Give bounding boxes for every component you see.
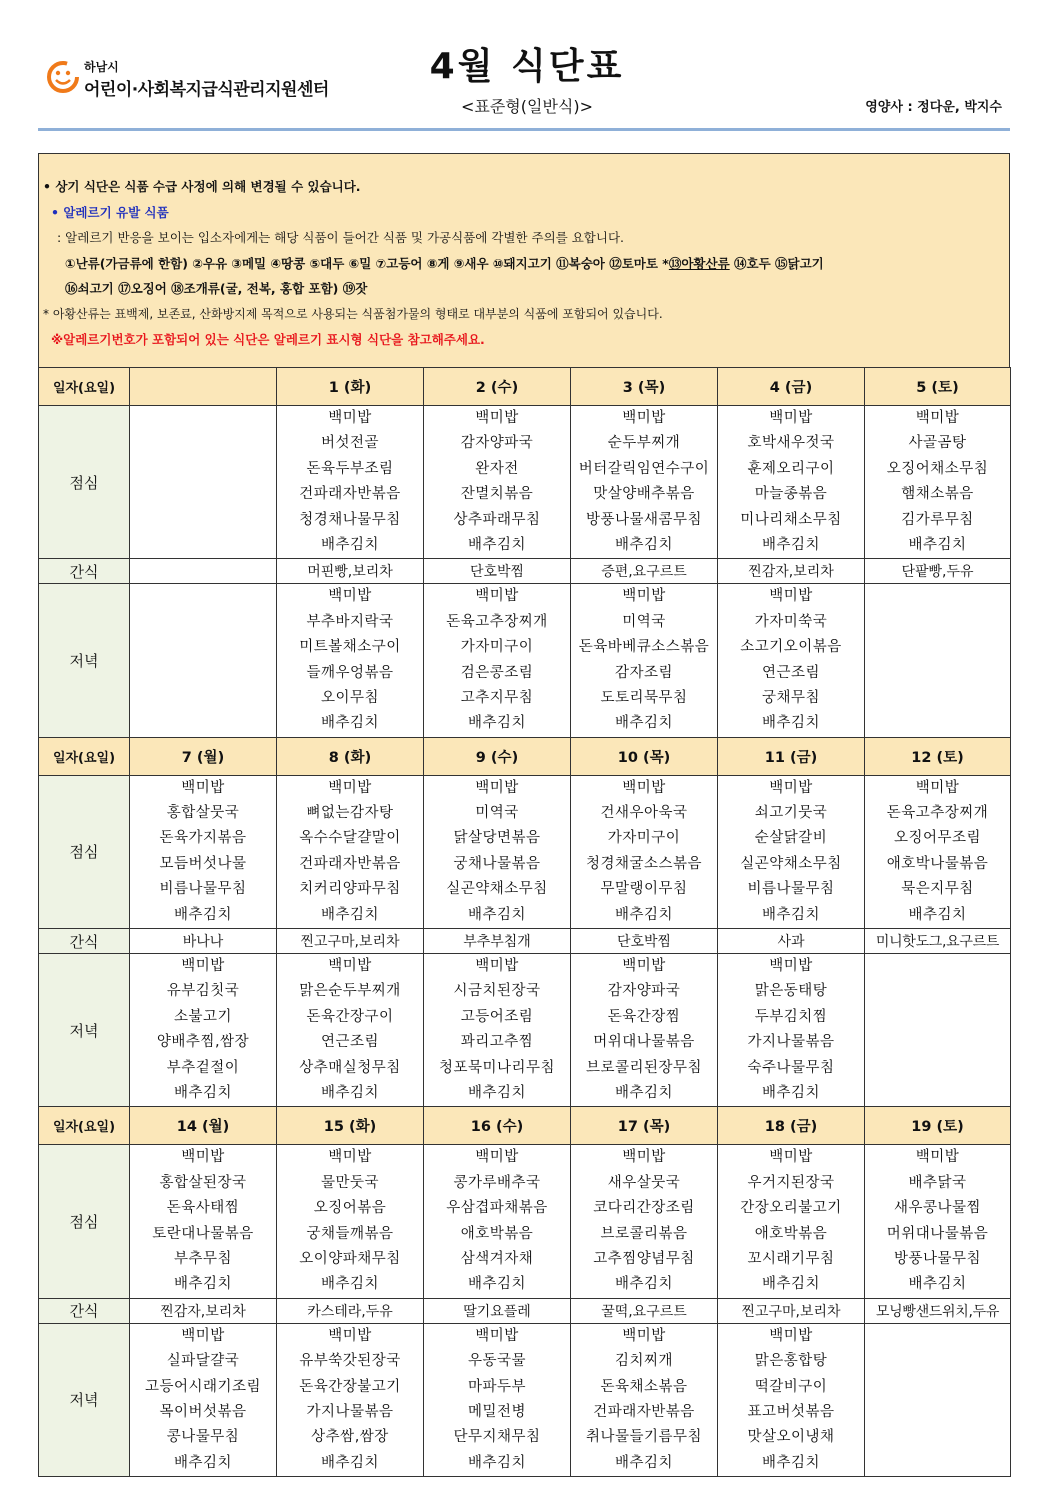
snack-row bbox=[39, 1298, 1011, 1323]
day-header: 1 (화) bbox=[277, 368, 424, 406]
snack-cell: 부추부침개 bbox=[424, 929, 571, 954]
menu-item: 청경채나물무침 bbox=[299, 511, 401, 528]
menu-item: 목이버섯볶음 bbox=[159, 1403, 247, 1420]
snack-cell bbox=[130, 559, 277, 584]
menu-item: 배추김치 bbox=[908, 906, 967, 923]
snack-cell: 모닝빵샌드위치,두유 bbox=[865, 1298, 1011, 1323]
day-header bbox=[130, 368, 277, 406]
menu-item: 맛살양배추볶음 bbox=[593, 486, 695, 503]
menu-item: 부추무침 bbox=[173, 1250, 233, 1267]
menu-item: 애호박볶음 bbox=[460, 1225, 534, 1242]
menu-item: 치커리양파무침 bbox=[299, 881, 401, 898]
menu-item: 백미밥 bbox=[915, 1149, 960, 1166]
day-header: 8 (화) bbox=[277, 737, 424, 775]
menu-item: 백미밥 bbox=[915, 779, 960, 796]
menu-item: 우삼겹파채볶음 bbox=[446, 1200, 548, 1217]
menu-item: 맑은동태탕 bbox=[754, 983, 828, 1000]
menu-item: 새우살뭇국 bbox=[607, 1174, 681, 1191]
menu-item: 배추김치 bbox=[614, 1454, 674, 1471]
week-header-row bbox=[39, 368, 1011, 406]
notice-allergy-heading: • 알레르기 유발 식품 bbox=[51, 204, 169, 220]
menu-item: 뼈없는감자탕 bbox=[306, 805, 394, 822]
menu-item: 오징어무조림 bbox=[893, 830, 982, 847]
lunch-cell bbox=[718, 1145, 865, 1298]
menu-item: 쇠고기뭇국 bbox=[754, 805, 828, 822]
lunch-label: 점심 bbox=[39, 406, 130, 559]
menu-item: 돈육채소볶음 bbox=[600, 1378, 688, 1395]
menu-item: 꽈리고추찜 bbox=[460, 1034, 534, 1051]
lunch-cell bbox=[571, 406, 718, 559]
snack-cell: 단호박찜 bbox=[424, 559, 571, 584]
menu-item: 궁채무침 bbox=[761, 689, 821, 706]
menu-item: 닭살당면볶음 bbox=[453, 830, 541, 847]
lunch-cell bbox=[718, 775, 865, 928]
menu-item: 돈육두부조림 bbox=[306, 460, 394, 477]
menu-item: 배추김치 bbox=[173, 1454, 233, 1471]
menu-item: 백미밥 bbox=[475, 1149, 519, 1166]
menu-item: 배추김치 bbox=[761, 1276, 821, 1293]
snack-cell: 딸기요플레 bbox=[424, 1298, 571, 1323]
menu-item: 상추매실청무침 bbox=[299, 1059, 401, 1076]
menu-item: 배추김치 bbox=[761, 715, 821, 732]
menu-item: 오이양파채무침 bbox=[299, 1250, 401, 1267]
menu-item: 백미밥 bbox=[475, 588, 519, 605]
notice-sulfite-note: * 아황산류는 표백제, 보존료, 산화방지제 목적으로 사용되는 식품첨가물의 형태로 대부분의 식품에 포함되어 있습니다. bbox=[43, 306, 663, 321]
day-header: 9 (수) bbox=[424, 737, 571, 775]
menu-item: 돈육가지볶음 bbox=[159, 830, 247, 847]
snack-cell: 단호박찜 bbox=[571, 929, 718, 954]
menu-item: 떡갈비구이 bbox=[754, 1378, 828, 1395]
lunch-cell bbox=[571, 1145, 718, 1298]
menu-item: 소고기오이볶음 bbox=[740, 639, 842, 656]
lunch-cell bbox=[718, 406, 865, 559]
dinner-cell bbox=[277, 954, 424, 1107]
day-header: 11 (금) bbox=[718, 737, 865, 775]
lunch-cell bbox=[424, 1145, 571, 1298]
snack-label: 간식 bbox=[39, 1298, 130, 1323]
lunch-cell bbox=[424, 775, 571, 928]
menu-item: 청경채굴소스볶음 bbox=[585, 855, 703, 872]
header-rule bbox=[38, 128, 1010, 131]
menu-item: 배추김치 bbox=[761, 1084, 821, 1101]
menu-item: 배추김치 bbox=[614, 1084, 674, 1101]
lunch-row bbox=[39, 775, 1011, 928]
menu-item: 비름나물무침 bbox=[747, 881, 835, 898]
snack-cell: 찐고구마,보리차 bbox=[718, 1298, 865, 1323]
menu-item: 배추김치 bbox=[614, 906, 674, 923]
menu-item: 배추김치 bbox=[908, 536, 967, 553]
snack-cell: 머핀빵,보리차 bbox=[277, 559, 424, 584]
menu-item: 고추지무침 bbox=[460, 689, 534, 706]
menu-item: 들깨우엉볶음 bbox=[306, 664, 394, 681]
dinner-cell bbox=[865, 1323, 1011, 1476]
menu-item: 유부쑥갓된장국 bbox=[299, 1353, 401, 1370]
menu-item: 미역국 bbox=[475, 805, 519, 822]
menu-item: 브로콜리볶음 bbox=[600, 1225, 688, 1242]
snack-cell: 단팥빵,두유 bbox=[865, 559, 1011, 584]
menu-item: 맑은홍합탕 bbox=[754, 1353, 828, 1370]
menu-item: 부추겉절이 bbox=[166, 1059, 240, 1076]
snack-row bbox=[39, 559, 1011, 584]
lunch-cell bbox=[865, 406, 1011, 559]
menu-item: 훈제오리구이 bbox=[747, 460, 835, 477]
menu-item: 오이무침 bbox=[320, 689, 380, 706]
snack-cell: 미니핫도그,요구르트 bbox=[865, 929, 1011, 954]
menu-item: 간장오리불고기 bbox=[740, 1200, 842, 1217]
lunch-cell bbox=[865, 775, 1011, 928]
menu-item: 마늘종볶음 bbox=[754, 486, 828, 503]
menu-item: 백미밥 bbox=[769, 958, 813, 975]
day-header: 16 (수) bbox=[424, 1107, 571, 1145]
lunch-cell bbox=[277, 1145, 424, 1298]
menu-item: 배추김치 bbox=[467, 1276, 527, 1293]
menu-item: 배추김치 bbox=[761, 536, 821, 553]
lunch-cell bbox=[865, 1145, 1011, 1298]
snack-row bbox=[39, 929, 1011, 954]
menu-item: 배추김치 bbox=[320, 715, 380, 732]
page-subtitle: <표준형(일반식)> bbox=[460, 97, 594, 116]
menu-item: 호박새우젓국 bbox=[747, 435, 835, 452]
menu-item: 버섯전골 bbox=[320, 435, 380, 452]
menu-item: 배추김치 bbox=[467, 1454, 527, 1471]
menu-item: 돈육간장불고기 bbox=[299, 1378, 401, 1395]
menu-item: 배추김치 bbox=[614, 715, 674, 732]
menu-item: 돈육사태찜 bbox=[166, 1200, 240, 1217]
dinner-cell bbox=[424, 584, 571, 737]
lunch-cell bbox=[130, 775, 277, 928]
menu-item: 방풍나물새콤무침 bbox=[585, 511, 703, 528]
menu-item: 백미밥 bbox=[475, 410, 519, 426]
menu-item: 백미밥 bbox=[181, 1149, 225, 1166]
notice-allergen-list-1: ①난류(가금류에 한함) ②우유 ③메밀 ④땅콩 ⑤대두 ⑥밀 ⑦고등어 ⑧게 ⑨새우 ⑩돼지고기 ⑪복숭아 ⑫토마토 *⑬아황산류 ⑭호두 ⑮닭고기 bbox=[65, 255, 824, 271]
dinner-cell bbox=[424, 954, 571, 1107]
menu-item: 연근조림 bbox=[320, 1034, 380, 1051]
menu-item: 배추김치 bbox=[173, 1276, 233, 1293]
menu-item: 오징어볶음 bbox=[313, 1200, 387, 1217]
menu-item: 돈육간장구이 bbox=[306, 1008, 394, 1025]
menu-item: 코다리간장조림 bbox=[593, 1200, 695, 1217]
menu-item: 건파래자반볶음 bbox=[299, 855, 401, 872]
menu-item: 백미밥 bbox=[769, 1149, 813, 1166]
dinner-cell bbox=[571, 954, 718, 1107]
snack-cell: 찐고구마,보리차 bbox=[277, 929, 424, 954]
menu-item: 백미밥 bbox=[769, 779, 813, 796]
menu-item: 우동국물 bbox=[467, 1353, 527, 1370]
menu-item: 잔멸치볶음 bbox=[460, 486, 534, 503]
menu-item: 배추김치 bbox=[614, 536, 674, 553]
notice-allergen-list-2: ⑯쇠고기 ⑰오징어 ⑱조개류(굴, 전복, 홍합 포함) ⑲잣 bbox=[65, 281, 368, 296]
menu-item: 표고버섯볶음 bbox=[747, 1403, 835, 1420]
menu-item: 배추김치 bbox=[467, 906, 527, 923]
menu-item: 마파두부 bbox=[467, 1378, 527, 1395]
lunch-row bbox=[39, 1145, 1011, 1298]
menu-item: 감자양파국 bbox=[607, 983, 681, 1000]
menu-item: 유부김칫국 bbox=[166, 983, 240, 1000]
menu-item: 백미밥 bbox=[915, 410, 960, 426]
menu-item: 버터갈릭임연수구이 bbox=[578, 460, 710, 477]
menu-item: 돈육고추장찌개 bbox=[446, 613, 548, 630]
page-title: 4월 식단표 bbox=[429, 46, 625, 87]
menu-item: 백미밥 bbox=[328, 958, 372, 975]
menu-item: 상추쌈,쌈장 bbox=[311, 1429, 389, 1446]
dinner-cell bbox=[571, 584, 718, 737]
menu-item: 돈육고추장찌개 bbox=[886, 805, 989, 822]
week-header-row bbox=[39, 737, 1011, 775]
org-small: 하남시 bbox=[84, 60, 119, 74]
menu-item: 배추김치 bbox=[320, 1454, 380, 1471]
day-header: 3 (목) bbox=[571, 368, 718, 406]
dinner-cell bbox=[718, 954, 865, 1107]
menu-item: 배추김치 bbox=[320, 1084, 380, 1101]
notice-refer: ※알레르기번호가 포함되어 있는 식단은 알레르기 표시형 식단을 참고해주세요. bbox=[51, 332, 485, 347]
menu-item: 백미밥 bbox=[328, 410, 372, 426]
menu-item: 김가루무침 bbox=[901, 511, 974, 528]
lunch-cell bbox=[130, 1145, 277, 1298]
snack-cell: 찐감자,보리차 bbox=[130, 1298, 277, 1323]
menu-item: 실곤약채소무침 bbox=[740, 855, 842, 872]
menu-item: 감자양파국 bbox=[460, 435, 534, 452]
menu-item: 가자미쑥국 bbox=[754, 613, 828, 630]
day-header: 17 (목) bbox=[571, 1107, 718, 1145]
menu-item: 궁채나물볶음 bbox=[453, 855, 541, 872]
org-name: 어린이·사회복지급식관리지원센터 bbox=[84, 80, 329, 100]
notice-box bbox=[38, 153, 1010, 367]
dinner-row bbox=[39, 584, 1011, 737]
menu-item: 궁채들깨볶음 bbox=[306, 1225, 394, 1242]
menu-item: 도토리묵무침 bbox=[600, 689, 688, 706]
dietitian: 영양사 : 정다운, 박지수 bbox=[865, 100, 1002, 115]
day-header: 4 (금) bbox=[718, 368, 865, 406]
menu-item: 감자조림 bbox=[614, 664, 674, 681]
day-header: 18 (금) bbox=[718, 1107, 865, 1145]
menu-item: 홍합살뭇국 bbox=[166, 805, 240, 822]
menu-item: 백미밥 bbox=[622, 779, 666, 796]
notice-allergy-caution: : 알레르기 반응을 보이는 입소자에게는 해당 식품이 들어간 식품 및 가공식품에 각별한 주의를 요합니다. bbox=[57, 230, 624, 245]
week-header-row bbox=[39, 1107, 1011, 1145]
menu-item: 고등어조림 bbox=[460, 1008, 534, 1025]
menu-item: 검은콩조림 bbox=[460, 664, 534, 681]
menu-item: 삼색겨자채 bbox=[460, 1250, 534, 1267]
menu-item: 백미밥 bbox=[181, 958, 225, 975]
lunch-cell bbox=[571, 775, 718, 928]
menu-item: 배추김치 bbox=[320, 906, 380, 923]
menu-item: 두부김치찜 bbox=[754, 1008, 828, 1025]
menu-item: 배추김치 bbox=[908, 1276, 967, 1293]
menu-item: 소불고기 bbox=[173, 1008, 233, 1025]
menu-item: 머위대나물볶음 bbox=[886, 1225, 989, 1242]
menu-item: 순살닭갈비 bbox=[754, 830, 828, 847]
menu-item: 메밀전병 bbox=[467, 1403, 527, 1420]
dinner-cell bbox=[130, 584, 277, 737]
lunch-cell bbox=[130, 406, 277, 559]
menu-item: 돈육바베큐소스볶음 bbox=[578, 639, 710, 656]
day-header: 7 (월) bbox=[130, 737, 277, 775]
menu-item: 백미밥 bbox=[622, 588, 666, 605]
menu-item: 완자전 bbox=[475, 460, 519, 477]
menu-item: 백미밥 bbox=[622, 1327, 666, 1344]
menu-item: 배추김치 bbox=[467, 715, 527, 732]
menu-item: 애호박볶음 bbox=[754, 1225, 828, 1242]
menu-item: 배추김치 bbox=[761, 906, 821, 923]
menu-item: 백미밥 bbox=[622, 410, 666, 426]
menu-item: 시금치된장국 bbox=[453, 983, 541, 1000]
menu-item: 꼬시래기무침 bbox=[747, 1250, 835, 1267]
dinner-cell bbox=[424, 1323, 571, 1476]
menu-table bbox=[38, 367, 1011, 1477]
day-header: 14 (월) bbox=[130, 1107, 277, 1145]
dinner-cell bbox=[130, 1323, 277, 1476]
day-header: 19 (토) bbox=[865, 1107, 1011, 1145]
menu-item: 미트볼채소구이 bbox=[299, 639, 401, 656]
dinner-cell bbox=[130, 954, 277, 1107]
menu-item: 백미밥 bbox=[328, 1327, 372, 1344]
menu-item: 가지나물볶음 bbox=[747, 1034, 835, 1051]
menu-item: 백미밥 bbox=[769, 588, 813, 605]
menu-item: 연근조림 bbox=[761, 664, 821, 681]
menu-item: 옥수수달걀말이 bbox=[299, 830, 401, 847]
menu-item: 백미밥 bbox=[181, 779, 225, 796]
menu-item: 백미밥 bbox=[475, 958, 519, 975]
menu-item: 머위대나물볶음 bbox=[593, 1034, 695, 1051]
menu-item: 배추김치 bbox=[467, 1084, 527, 1101]
menu-item: 돈육간장찜 bbox=[607, 1008, 681, 1025]
menu-item: 단무지채무침 bbox=[453, 1429, 541, 1446]
menu-item: 백미밥 bbox=[769, 410, 813, 426]
dinner-label: 저녁 bbox=[39, 584, 130, 737]
snack-cell: 꿀떡,요구르트 bbox=[571, 1298, 718, 1323]
menu-item: 모듬버섯나물 bbox=[159, 855, 247, 872]
menu-item: 건파래자반볶음 bbox=[299, 486, 401, 503]
menu-item: 순두부찌개 bbox=[607, 435, 681, 452]
menu-item: 배추닭국 bbox=[908, 1174, 967, 1191]
dinner-cell bbox=[718, 1323, 865, 1476]
lunch-cell bbox=[277, 775, 424, 928]
date-label: 일자(요일) bbox=[39, 368, 130, 406]
lunch-cell bbox=[424, 406, 571, 559]
day-header: 5 (토) bbox=[865, 368, 1011, 406]
menu-item: 애호박나물볶음 bbox=[886, 855, 989, 872]
day-header: 2 (수) bbox=[424, 368, 571, 406]
menu-item: 가지나물볶음 bbox=[306, 1403, 394, 1420]
dinner-label: 저녁 bbox=[39, 1323, 130, 1476]
date-label: 일자(요일) bbox=[39, 1107, 130, 1145]
menu-item: 배추김치 bbox=[173, 906, 233, 923]
menu-item: 사골곰탕 bbox=[908, 435, 967, 452]
menu-item: 콩나물무침 bbox=[166, 1429, 240, 1446]
menu-item: 미역국 bbox=[622, 613, 666, 630]
menu-item: 백미밥 bbox=[622, 1149, 666, 1166]
menu-item: 맛살오이냉채 bbox=[747, 1429, 835, 1446]
menu-item: 물만둣국 bbox=[320, 1174, 380, 1191]
menu-item: 배추김치 bbox=[614, 1276, 674, 1293]
menu-item: 미나리채소무침 bbox=[740, 511, 842, 528]
day-header: 10 (목) bbox=[571, 737, 718, 775]
snack-label: 간식 bbox=[39, 929, 130, 954]
lunch-cell bbox=[277, 406, 424, 559]
menu-item: 백미밥 bbox=[622, 958, 666, 975]
menu-item: 홍합살된장국 bbox=[159, 1174, 247, 1191]
menu-item: 백미밥 bbox=[328, 1149, 372, 1166]
menu-item: 백미밥 bbox=[475, 1327, 519, 1344]
dinner-cell bbox=[277, 1323, 424, 1476]
lunch-label: 점심 bbox=[39, 775, 130, 928]
lunch-label: 점심 bbox=[39, 1145, 130, 1298]
menu-item: 오징어채소무침 bbox=[886, 460, 989, 477]
menu-item: 숙주나물무침 bbox=[747, 1059, 835, 1076]
menu-item: 브로콜리된장무침 bbox=[585, 1059, 703, 1076]
menu-item: 가자미구이 bbox=[607, 830, 681, 847]
snack-cell: 사과 bbox=[718, 929, 865, 954]
menu-item: 배추김치 bbox=[173, 1084, 233, 1101]
menu-item: 맑은순두부찌개 bbox=[299, 983, 401, 1000]
day-header: 15 (화) bbox=[277, 1107, 424, 1145]
menu-item: 묵은지무침 bbox=[901, 881, 974, 898]
menu-item: 실곤약채소무침 bbox=[446, 881, 548, 898]
menu-item: 백미밥 bbox=[328, 779, 372, 796]
day-header: 12 (토) bbox=[865, 737, 1011, 775]
dinner-cell bbox=[865, 954, 1011, 1107]
menu-item: 실파달걀국 bbox=[166, 1353, 240, 1370]
dinner-cell bbox=[718, 584, 865, 737]
snack-cell: 카스테라,두유 bbox=[277, 1298, 424, 1323]
menu-item: 햄채소볶음 bbox=[901, 486, 974, 503]
menu-item: 콩가루배추국 bbox=[453, 1174, 541, 1191]
menu-item: 비름나물무침 bbox=[159, 881, 247, 898]
menu-item: 우거지된장국 bbox=[747, 1174, 835, 1191]
notice-change: • 상기 식단은 식품 수급 사정에 의해 변경될 수 있습니다. bbox=[43, 179, 361, 194]
dinner-cell bbox=[277, 584, 424, 737]
snack-cell: 찐감자,보리차 bbox=[718, 559, 865, 584]
dinner-cell bbox=[571, 1323, 718, 1476]
menu-item: 가자미구이 bbox=[460, 639, 534, 656]
menu-item: 백미밥 bbox=[475, 779, 519, 796]
menu-item: 배추김치 bbox=[320, 536, 380, 553]
menu-item: 취나물들기름무침 bbox=[585, 1429, 703, 1446]
dinner-row bbox=[39, 954, 1011, 1107]
menu-item: 토란대나물볶음 bbox=[152, 1225, 254, 1242]
snack-cell: 증편,요구르트 bbox=[571, 559, 718, 584]
dinner-label: 저녁 bbox=[39, 954, 130, 1107]
menu-item: 배추김치 bbox=[320, 1276, 380, 1293]
menu-item: 백미밥 bbox=[769, 1327, 813, 1344]
menu-item: 고추찜양념무침 bbox=[593, 1250, 695, 1267]
menu-item: 백미밥 bbox=[328, 588, 372, 605]
menu-item: 부추바지락국 bbox=[306, 613, 394, 630]
menu-item: 김치찌개 bbox=[614, 1353, 674, 1370]
menu-item: 고등어시래기조림 bbox=[144, 1378, 262, 1395]
menu-item: 상추파래무침 bbox=[453, 511, 541, 528]
lunch-row bbox=[39, 406, 1011, 559]
menu-item: 방풍나물무침 bbox=[893, 1250, 982, 1267]
menu-item: 양배추찜,쌈장 bbox=[156, 1034, 250, 1051]
menu-item: 배추김치 bbox=[761, 1454, 821, 1471]
snack-label: 간식 bbox=[39, 559, 130, 584]
menu-item: 무말랭이무침 bbox=[600, 881, 688, 898]
menu-item: 건새우아욱국 bbox=[600, 805, 688, 822]
menu-item: 새우콩나물찜 bbox=[893, 1200, 982, 1217]
snack-cell: 바나나 bbox=[130, 929, 277, 954]
menu-item: 백미밥 bbox=[181, 1327, 225, 1344]
dinner-row bbox=[39, 1323, 1011, 1476]
menu-item: 청포묵미나리무침 bbox=[438, 1059, 556, 1076]
dinner-cell bbox=[865, 584, 1011, 737]
menu-item: 건파래자반볶음 bbox=[593, 1403, 695, 1420]
date-label: 일자(요일) bbox=[39, 737, 130, 775]
menu-item: 배추김치 bbox=[467, 536, 527, 553]
